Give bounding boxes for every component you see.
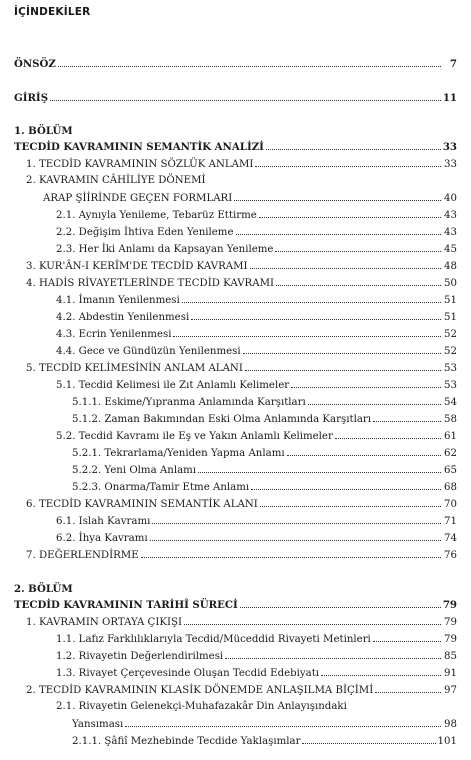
toc-entry <box>0 124 471 138</box>
toc-entry <box>0 514 471 528</box>
toc-entry-page: 53 <box>444 380 457 391</box>
toc-entry-page: 52 <box>444 329 457 340</box>
toc-entry-page: 91 <box>444 668 457 679</box>
toc-entry <box>0 276 471 290</box>
toc-entry-page: 54 <box>444 397 457 408</box>
toc-entry-title: 2.1. Aynıyla Yenileme, Tebarüz Ettirme <box>56 210 257 221</box>
toc-entry-title: 1.1. Lafız Farklılıklarıyla Tecdid/Müceddid Rivayeti Metinleri <box>56 634 371 645</box>
toc-entry-page: 33 <box>442 141 457 153</box>
toc-entry <box>0 615 471 629</box>
toc-entry <box>0 259 471 273</box>
dot-leader <box>373 632 441 642</box>
toc-entry <box>0 480 471 494</box>
toc-entry <box>0 429 471 443</box>
toc-entry <box>0 548 471 562</box>
toc-entry <box>0 632 471 646</box>
toc-entry-title: 4.1. İmanın Yenilenmesi <box>56 295 180 306</box>
toc-entry-page: 7 <box>449 58 457 70</box>
dot-leader <box>308 395 441 405</box>
toc-entry-title: Yansıması <box>72 719 124 730</box>
dot-leader <box>266 140 441 150</box>
toc-entry-page: 50 <box>444 278 457 289</box>
dot-leader <box>58 57 441 67</box>
toc-entry <box>0 191 471 205</box>
dot-leader <box>50 91 441 101</box>
toc-entry-title: 5. TECDİD KELİMESİNİN ANLAM ALANI <box>26 363 243 374</box>
toc-entry-page: 98 <box>444 719 457 730</box>
toc-entry-title: 6.1. Islah Kavramı <box>56 516 151 527</box>
toc-entry-title: 1. TECDİD KAVRAMININ SÖZLÜK ANLAMI <box>26 159 254 170</box>
dot-leader <box>191 310 441 320</box>
toc-entry-page: 11 <box>442 92 457 104</box>
toc-entry <box>0 140 471 154</box>
toc-entry-page: 53 <box>444 363 457 374</box>
toc-entry-page: 58 <box>444 414 457 425</box>
dot-leader <box>302 734 435 744</box>
toc-entry-page: 79 <box>444 617 457 628</box>
toc-entry-page: 97 <box>444 685 457 696</box>
toc-entry-page: 43 <box>444 210 457 221</box>
dot-leader <box>259 208 441 218</box>
toc-entry-page: 61 <box>444 431 457 442</box>
toc-entry-title: 5.2.2. Yeni Olma Anlamı <box>72 465 197 476</box>
toc-entry <box>0 683 471 697</box>
toc-entry-title: TECDİD KAVRAMININ TARİHÎ SÜRECİ <box>14 599 238 611</box>
toc-entry <box>0 293 471 307</box>
dot-leader <box>234 191 441 201</box>
toc-entry <box>0 208 471 222</box>
toc-entry <box>0 174 471 188</box>
toc-entry-title: 2.3. Her İki Anlamı da Kapsayan Yenileme <box>56 244 274 255</box>
toc-entry-page: 45 <box>444 244 457 255</box>
dot-leader <box>287 446 441 456</box>
toc-entry <box>0 717 471 731</box>
toc-entry-title: ÖNSÖZ <box>14 58 56 70</box>
toc-entry-title: ARAP ŞİİRİNDE GEÇEN FORMLARI <box>43 193 233 204</box>
dot-leader <box>251 480 441 490</box>
dot-leader <box>240 598 441 608</box>
dot-leader <box>225 649 441 659</box>
toc-entry-title: 1. BÖLÜM <box>14 125 73 137</box>
dot-leader <box>150 531 441 541</box>
toc-entry-page: 33 <box>444 159 457 170</box>
dot-leader <box>291 378 441 388</box>
toc-entry-title: 2.2. Değişim İhtiva Eden Yenileme <box>56 227 234 238</box>
dot-leader <box>141 548 441 558</box>
toc-entry-page: 62 <box>444 448 457 459</box>
dot-leader <box>321 666 441 676</box>
toc-entry-title: 2. KAVRAMIN CÂHİLİYE DÖNEMİ <box>26 175 206 186</box>
toc-entry-title: 4. HADİS RİVAYETLERİNDE TECDİD KAVRAMI <box>26 278 275 289</box>
toc-entry-page: 52 <box>444 346 457 357</box>
toc-entry <box>0 361 471 375</box>
dot-leader <box>335 429 441 439</box>
toc-entry-page: 51 <box>444 312 457 323</box>
dot-leader <box>152 514 441 524</box>
dot-leader <box>375 683 441 693</box>
toc-entry-page: 76 <box>444 550 457 561</box>
toc-entry-title: 5.2. Tecdid Kavramı ile Eş ve Yakın Anlamlı Kelimeler <box>56 431 333 442</box>
dot-leader <box>173 327 441 337</box>
toc-entry-page: 71 <box>444 516 457 527</box>
dot-leader <box>245 361 441 371</box>
dot-leader <box>184 615 441 625</box>
dot-leader <box>198 463 441 473</box>
toc-entry <box>0 310 471 324</box>
dot-leader <box>236 225 442 235</box>
toc-entry <box>0 157 471 171</box>
toc-entry <box>0 497 471 511</box>
toc-entry-title: 5.1.2. Zaman Bakımından Eski Olma Anlamında Karşıtları <box>72 414 372 425</box>
toc-entry <box>0 649 471 663</box>
toc-entry-page: 85 <box>444 651 457 662</box>
toc-entry <box>0 666 471 680</box>
toc-entry-title: 2.1.1. Şâfiî Mezhebinde Tecdide Yaklaşımlar <box>72 736 301 747</box>
dot-leader <box>275 242 441 252</box>
dot-leader <box>125 717 441 727</box>
toc-entry-title: 4.2. Abdestin Yenilenmesi <box>56 312 190 323</box>
toc-entry-title: 4.3. Ecrin Yenilenmesi <box>56 329 172 340</box>
toc-entry <box>0 395 471 409</box>
dot-leader <box>250 259 441 269</box>
toc-entry-page: 51 <box>444 295 457 306</box>
toc-entry <box>0 412 471 426</box>
toc-entry-title: 2. TECDİD KAVRAMININ KLASİK DÖNEMDE ANLAŞILMA BİÇİMİ <box>26 685 374 696</box>
toc-entry-title: 2. BÖLÜM <box>14 583 73 595</box>
toc-entry <box>0 582 471 596</box>
toc-entry-title: 3. KUR'ÂN-I KERÎM'DE TECDİD KAVRAMI <box>26 261 248 272</box>
toc-entry <box>0 57 471 71</box>
toc-entry <box>0 242 471 256</box>
toc-entry-page: 43 <box>444 227 457 238</box>
toc-entry-title: 5.2.1. Tekrarlama/Yeniden Yapma Anlamı <box>72 448 285 459</box>
toc-entry-page: 74 <box>444 533 457 544</box>
toc-entry <box>0 91 471 105</box>
toc-entry-page: 79 <box>442 599 457 611</box>
toc-entry-title: 2.1. Rivayetin Gelenekçi-Muhafazakâr Din Anlayışındaki <box>56 701 347 712</box>
toc-entry-page: 65 <box>444 465 457 476</box>
toc-entry-page: 48 <box>444 261 457 272</box>
toc-entry-page: 40 <box>444 193 457 204</box>
toc-entry-page: 79 <box>444 634 457 645</box>
toc-entry-title: 1. KAVRAMIN ORTAYA ÇIKIŞI <box>26 617 183 628</box>
toc-entry <box>0 446 471 460</box>
toc-entry-title: 1.3. Rivayet Çerçevesinde Oluşan Tecdid Edebiyatı <box>56 668 320 679</box>
toc-entry <box>0 700 471 714</box>
dot-leader <box>373 412 441 422</box>
toc-entry-title: 4.4. Gece ve Gündüzün Yenilenmesi <box>56 346 241 357</box>
toc-entry-title: 5.1. Tecdid Kelimesi ile Zıt Anlamlı Kelimeler <box>56 380 290 391</box>
toc-entry-title: 5.2.3. Onarma/Tamir Etme Anlamı <box>72 482 250 493</box>
toc-entry <box>0 598 471 612</box>
dot-leader <box>182 293 441 303</box>
toc-entry-page: 101 <box>437 736 457 747</box>
toc-entry-title: 7. DEĞERLENDİRME <box>26 550 139 561</box>
toc-entry <box>0 734 471 748</box>
toc-entry-page: 68 <box>444 482 457 493</box>
dot-leader <box>260 497 441 507</box>
toc-entry <box>0 327 471 341</box>
toc-entry-title: 5.1.1. Eskime/Yıpranma Anlamında Karşıtları <box>72 397 306 408</box>
dot-leader <box>276 276 441 286</box>
toc-entry <box>0 531 471 545</box>
toc-entry <box>0 225 471 239</box>
toc-entry-title: 6. TECDİD KAVRAMININ SEMANTİK ALANI <box>26 499 258 510</box>
page-title: İÇİNDEKİLER <box>14 6 91 18</box>
toc-entry <box>0 463 471 477</box>
toc-entry-title: 1.2. Rivayetin Değerlendirilmesi <box>56 651 224 662</box>
toc-entry-title: 6.2. İhya Kavramı <box>56 533 148 544</box>
dot-leader <box>255 157 441 167</box>
toc-entry <box>0 378 471 392</box>
toc-entry-title: TECDİD KAVRAMININ SEMANTİK ANALİZİ <box>14 141 264 153</box>
toc-entry <box>0 344 471 358</box>
toc-entry-page: 70 <box>444 499 457 510</box>
dot-leader <box>243 344 441 354</box>
toc-entry-title: GİRİŞ <box>14 92 49 104</box>
